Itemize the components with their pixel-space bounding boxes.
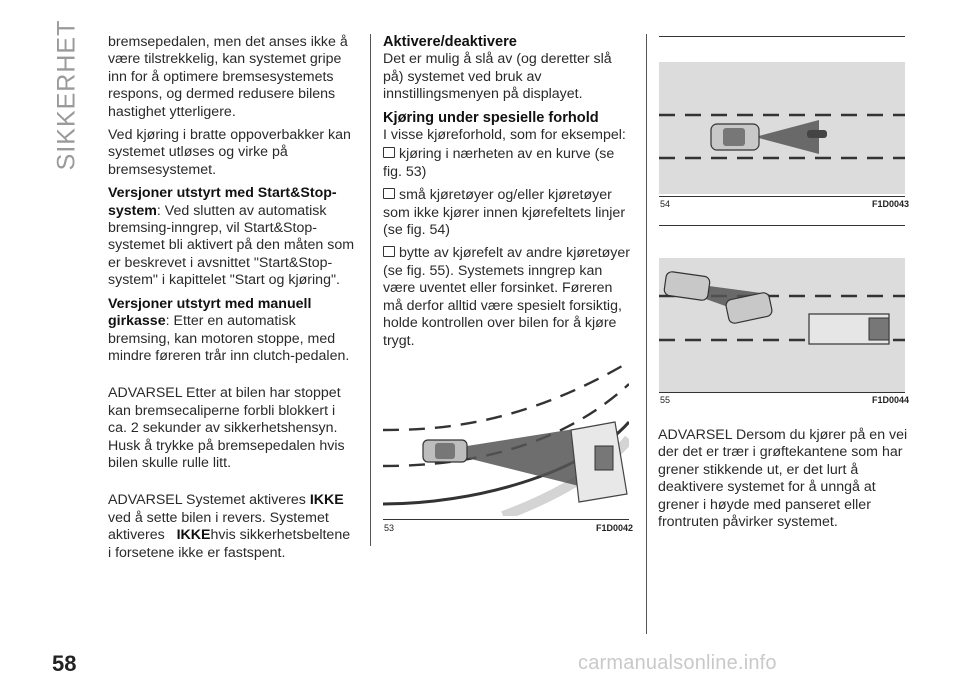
figure-number [660,199,670,209]
figure-code-text: F1D0044 [872,395,910,405]
figure-54-illustration [659,62,905,194]
list-item-text: små kjøretøyer og/eller kjøretøyer som ikke kjører innen kjørefeltets linjer (se fig. 54) [383,187,626,239]
checkbox-icon [383,246,395,257]
warning-text: ved å sette bilen i revers. Systemet aktiveres [108,509,329,544]
section-title [52,20,82,170]
figure-number-text: 53 [384,523,395,533]
figure-code-text: F1D0042 [596,523,634,533]
checkbox-icon [383,188,395,199]
figure-caption-rule [383,519,629,520]
emphasis-ikke: IKKE [176,527,211,544]
section-heading: Kjøring under spesielle forhold [383,109,599,126]
figure-caption-rule [659,392,905,393]
list-item [383,146,631,181]
paragraph [108,296,356,366]
column-2 [383,34,631,356]
section-title-text: SIKKERHET [52,19,81,171]
emphasis-ikke: IKKE [309,492,344,509]
list-item [383,245,631,349]
figure-number-text: 54 [660,199,671,209]
paragraph: Ved kjøring i bratte oppoverbakker kan systemet utløses og virke på bremsesystemet. [108,127,351,178]
column-divider [370,34,371,546]
figure-53-illustration [383,344,629,516]
watermark: carmanualsonline.info [578,652,777,674]
bold-heading: Versjoner utstyrt med Start&Stop-system [108,185,337,219]
figure-number [384,523,394,533]
figure-55-illustration [659,258,905,392]
warning-paragraph: ADVARSEL Etter at bilen har stoppet kan bremsecaliperne forbli blokkert i ca. 2 sekunder av sikkerhetshensyn. Husk å trykke på bremsepedalen hvis bilen skulle rulle litt. [108,385,345,471]
list-item-text: bytte av kjørefelt av andre kjøretøyer (se fig. 55). Systemets inngrep kan være uventet eller forsinket. Føreren må derfor alltid være spesielt forsiktig, holde kontrollen over bilen for å kjøre trygt. [383,245,631,349]
page-number: 58 [52,651,77,676]
paragraph: Det er mulig å slå av (og deretter slå på) systemet ved bruk av innstillingsmenyen på displayet. [383,51,612,103]
figure-code [872,395,909,405]
column-3 [658,427,908,537]
list-item [383,187,631,239]
paragraph-text: : Ved slutten av automatisk bremsing-inngrep, vil Start&Stop-systemet bli aktivert på den måten som er beskrevet i avsnittet "Start&Stop-system" i kapittelet "Start og kjøring". [108,202,355,289]
figure-caption-rule [659,196,905,197]
warning-text: hvis sikkerhetsbeltene i forsetene ikke er fastspent. [108,527,351,561]
figure-code-text: F1D0043 [872,199,910,209]
checkbox-icon [383,147,395,158]
paragraph-text: : Etter en automatisk bremsing, kan motoren stoppe, med mindre føreren trår inn clutch-pedalen. [108,313,350,364]
warning-paragraph: ADVARSEL Dersom du kjører på en vei der det er trær i grøftekantene som har grener stikkende ut, er det lurt å deaktivere systemet for å unngå at grener i høyde med panseret eller frontruten påvirker systemet. [658,427,908,531]
figure-top-rule [659,225,905,226]
figure-number [660,395,670,405]
bold-heading: Versjoner utstyrt med manuell girkasse [108,295,312,330]
section-heading: Aktivere/deaktivere [383,34,517,50]
list-item-text: kjøring i nærheten av en kurve (se fig. 53) [383,146,615,180]
figure-top-rule [659,36,905,37]
warning-paragraph [108,492,356,562]
column-divider [646,34,647,634]
paragraph: bremsepedalen, men det anses ikke å være tilstrekkelig, kan systemet gripe inn for å optimere bremsesystemets respons, og dermed redusere bilens hastighet ytterligere. [108,34,348,120]
column-1 [108,34,356,568]
figure-number-text: 55 [660,395,671,405]
paragraph: I visse kjøreforhold, som for eksempel: [383,127,626,144]
paragraph [108,185,356,289]
warning-text: ADVARSEL Systemet aktiveres [108,492,310,509]
figure-code [872,199,909,209]
figure-code [596,523,633,533]
